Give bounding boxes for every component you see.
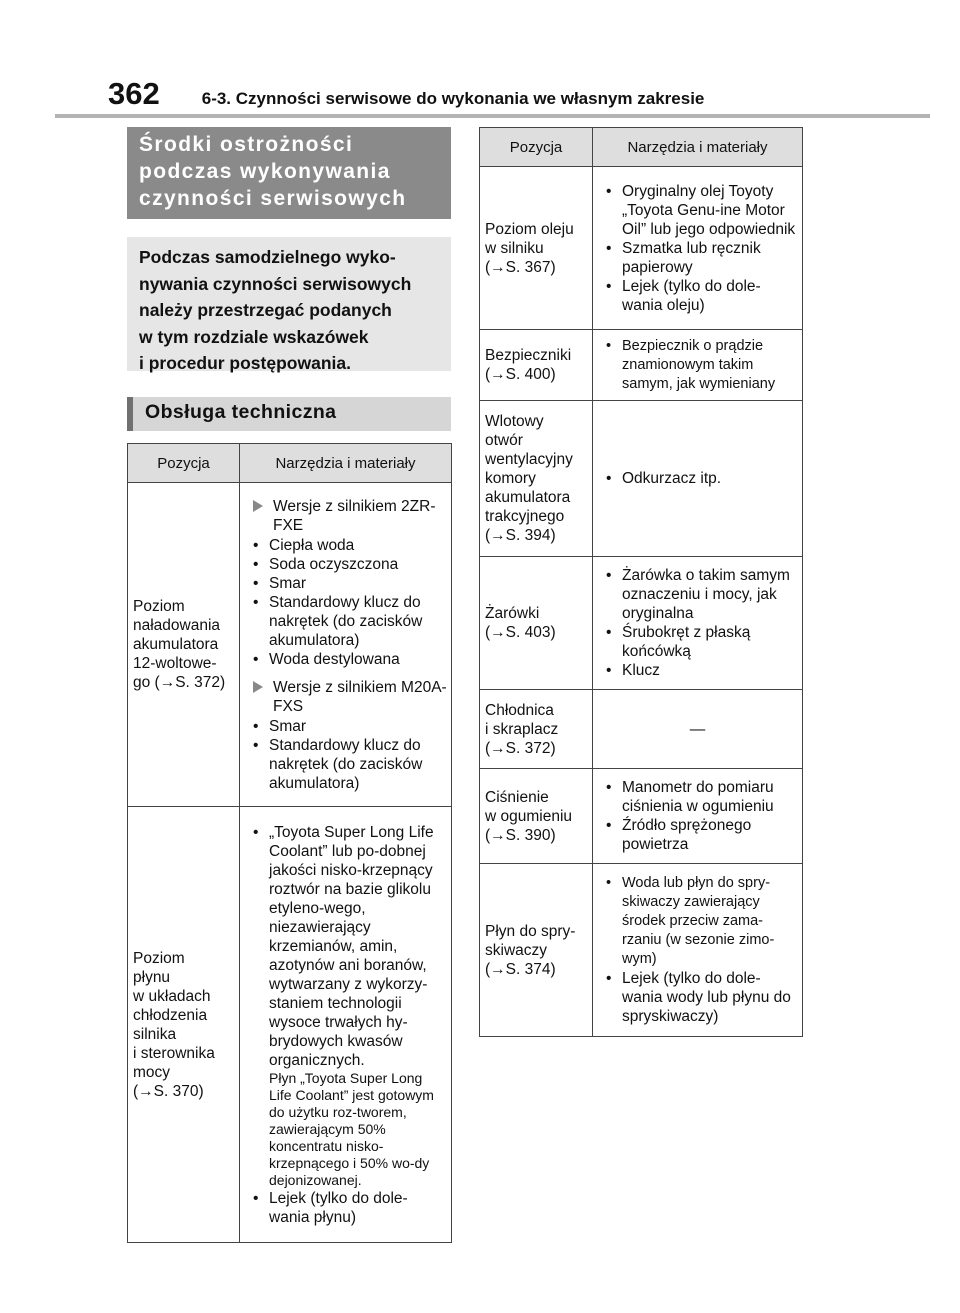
maintenance-table-right — [479, 127, 803, 1037]
title-line: Środki ostrożności — [139, 133, 354, 156]
page-header — [108, 76, 704, 112]
position-line: go (→S. 372) — [133, 674, 226, 691]
position-line: silnika — [133, 1025, 177, 1043]
tool-item: • Woda destylowana — [244, 650, 447, 669]
tool-item: • Lejek (tylko do dole-wania płynu) — [244, 1189, 447, 1227]
title-line: czynności serwisowych — [139, 187, 407, 210]
table-header-row — [480, 128, 803, 167]
position-line: Poziom — [133, 949, 185, 967]
tool-item: • Smar — [244, 574, 447, 593]
position-cell — [480, 690, 593, 769]
position-line: 12-woltowe- — [133, 655, 217, 672]
section-title-box — [127, 127, 451, 219]
position-cell — [480, 557, 593, 690]
tool-item: • Standardowy klucz do nakrętek (do zacisków akumulatora) — [244, 593, 447, 650]
column-header-tools: Narzędzia i materiały — [593, 128, 803, 167]
tool-item: • Żarówka o takim samym oznaczeniu i mocy, jak oryginalna — [597, 566, 798, 623]
position-cell — [480, 864, 593, 1037]
table-header-row — [128, 444, 452, 483]
tool-item: • Lejek (tylko do dole-wania wody lub płynu do spryskiwaczy) — [597, 969, 798, 1026]
table-row — [480, 401, 803, 557]
title-line: podczas wykonywania — [139, 160, 391, 183]
position-line: otwór — [485, 432, 523, 449]
tool-item: • Szmatka lub ręcznik papierowy — [597, 239, 798, 277]
table-row — [480, 864, 803, 1037]
tools-cell — [593, 690, 803, 769]
position-line: komory — [485, 470, 536, 487]
position-line: w silniku — [485, 239, 544, 257]
tool-item: • Soda oczyszczona — [244, 555, 447, 574]
position-cell — [480, 769, 593, 864]
coolant-note: Płyn „Toyota Super Long Life Coolant” jest gotowym do użytku roz-tworem, zawierającym 50% koncentratu nisko-krzepnącego i 50% wo-dy dejonizowanej. — [269, 1069, 434, 1188]
position-line: Poziom oleju — [485, 220, 574, 238]
position-line: (→S. 367) — [485, 258, 556, 276]
position-line: (→S. 370) — [133, 1082, 204, 1100]
position-line: (→S. 403) — [485, 624, 556, 641]
position-line: (→S. 400) — [485, 366, 556, 383]
tools-cell — [593, 401, 803, 557]
position-line: (→S. 394) — [485, 527, 556, 544]
triangle-marker-icon — [253, 681, 263, 693]
position-line: chłodzenia — [133, 1006, 208, 1024]
tool-item: • „Toyota Super Long Life Coolant” lub po-dobnej jakości nisko-krzepnący roztwór na bazie glikolu etyleno-wego, niezawierający krzemianów, amin, azotynów ani boranów, wytwarzany z wykorzy-staniem technologii wysoce trwałych hy-brydowych kwasów organicznych. — [244, 823, 447, 1070]
position-cell — [480, 401, 593, 557]
position-line: Wlotowy — [485, 413, 544, 430]
tool-item: • Odkurzacz itp. — [597, 469, 798, 488]
triangle-marker-icon — [253, 500, 263, 512]
tool-item: • Ciepła woda — [244, 536, 447, 555]
variant-label: Wersje z silnikiem M20A-FXS — [273, 678, 447, 715]
intro-box — [127, 237, 451, 371]
table-row — [480, 769, 803, 864]
table-row — [480, 557, 803, 690]
tool-item: • Bezpiecznik o prądzie znamionowym takim samym, jak wymieniany — [597, 337, 798, 394]
position-line: i sterownika — [133, 1044, 215, 1062]
tool-item: • Smar — [244, 717, 447, 736]
position-line: akumulatora — [485, 489, 571, 506]
position-line: Poziom — [133, 598, 185, 615]
intro-line: Podczas samodzielnego wyko- — [139, 247, 396, 267]
tool-item: • Woda lub płyn do spry-skiwaczy zawierający środek przeciw zama-rzaniu (w sezonie zimo-wym) — [597, 874, 798, 969]
tool-item: • Śrubokręt z płaską końcówką — [597, 623, 798, 661]
section-heading: Obsługa techniczna — [127, 397, 451, 431]
position-line: naładowania — [133, 617, 221, 634]
tools-cell — [593, 167, 803, 330]
tools-cell — [593, 769, 803, 864]
table-row — [128, 807, 452, 1243]
position-line: wentylacyjny — [485, 451, 573, 468]
maintenance-table-left — [127, 443, 452, 1243]
tool-item: • Źródło sprężonego powietrza — [597, 816, 798, 854]
position-line: w ogumieniu — [485, 807, 573, 825]
no-tools-dash: — — [689, 720, 706, 738]
engine-variant-heading — [244, 678, 447, 716]
table-row — [480, 167, 803, 330]
position-line: Płyn do spry- — [485, 922, 576, 940]
position-line: w układach — [133, 987, 211, 1005]
tools-cell — [240, 483, 452, 807]
chapter-title: 6-3. Czynności serwisowe do wykonania we własnym zakresie — [201, 89, 705, 108]
position-line: (→S. 390) — [485, 826, 556, 844]
position-line: skiwaczy — [485, 941, 548, 959]
position-line: Chłodnica — [485, 701, 554, 719]
position-line: (→S. 372) — [485, 739, 556, 757]
position-line: mocy — [133, 1063, 171, 1081]
position-line: Bezpieczniki — [485, 347, 572, 364]
tools-cell — [593, 330, 803, 401]
intro-line: nywania czynności serwisowych — [139, 273, 412, 294]
position-line: Ciśnienie — [485, 788, 549, 806]
position-line: Żarówki — [485, 605, 540, 622]
tools-cell — [593, 557, 803, 690]
table-row — [128, 483, 452, 807]
tools-cell — [593, 864, 803, 1037]
tool-item: • Oryginalny olej Toyoty „Toyota Genu-ine Motor Oil” lub jego odpowiednik — [597, 182, 798, 239]
position-cell — [480, 330, 593, 401]
column-header-position: Pozycja — [128, 444, 240, 483]
tool-item: • Lejek (tylko do dole-wania oleju) — [597, 277, 798, 315]
tools-cell — [240, 807, 452, 1243]
intro-line: i procedur postępowania. — [139, 353, 351, 373]
position-line: akumulatora — [133, 636, 219, 653]
position-cell — [128, 807, 240, 1243]
position-cell — [128, 483, 240, 807]
engine-variant-heading — [244, 497, 447, 535]
tool-item: • Manometr do pomiaru ciśnienia w ogumieniu — [597, 778, 798, 816]
tool-item: • Klucz — [597, 661, 798, 680]
column-header-position: Pozycja — [480, 128, 593, 167]
intro-line: należy przestrzegać podanych — [139, 300, 392, 320]
spacer — [244, 669, 447, 678]
position-line: (→S. 374) — [485, 960, 556, 978]
header-divider — [55, 114, 930, 118]
variant-label: Wersje z silnikiem 2ZR-FXE — [273, 497, 436, 534]
tool-item: • Standardowy klucz do nakrętek (do zacisków akumulatora) — [244, 736, 447, 793]
intro-line: w tym rozdziale wskazówek — [139, 326, 369, 347]
table-row — [480, 690, 803, 769]
table-row — [480, 330, 803, 401]
column-header-tools: Narzędzia i materiały — [240, 444, 452, 483]
position-line: trakcyjnego — [485, 508, 565, 525]
position-cell — [480, 167, 593, 330]
position-line: płynu — [133, 968, 171, 986]
position-line: i skraplacz — [485, 720, 559, 738]
page-number: 362 — [108, 76, 160, 111]
